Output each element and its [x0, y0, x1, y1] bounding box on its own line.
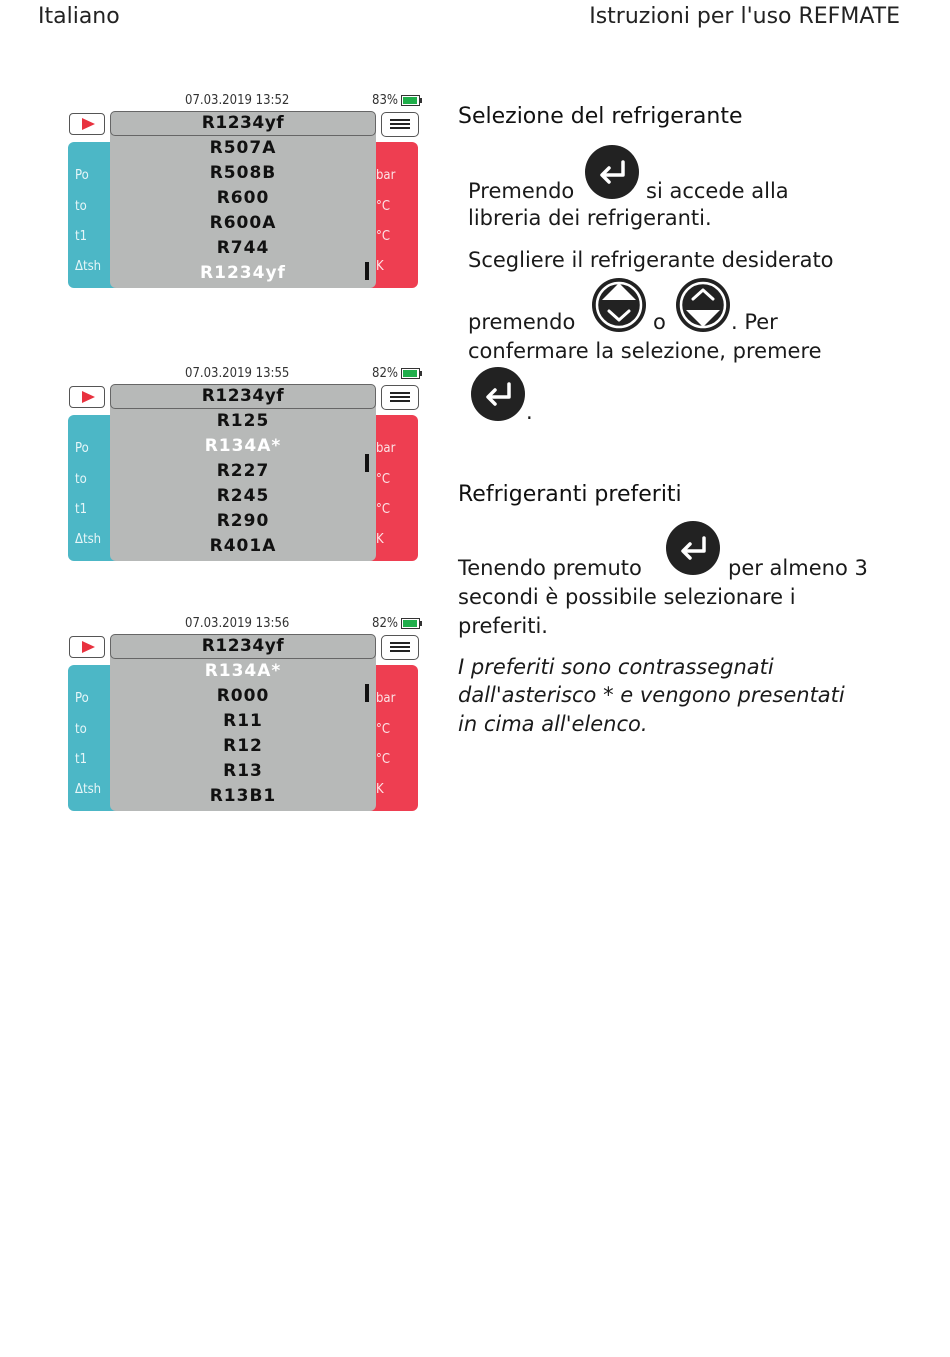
unit-bar: bar	[376, 168, 396, 183]
unit-kelvin: K	[376, 532, 384, 547]
label-t1: t1	[75, 752, 88, 767]
device-screen-2	[68, 365, 420, 561]
menu-icon[interactable]	[381, 385, 419, 410]
scrollbar[interactable]	[365, 262, 369, 280]
measurement-units	[370, 415, 418, 561]
label-to: to	[75, 722, 87, 737]
menu-icon[interactable]	[381, 112, 419, 137]
paragraph-choose: Scegliere il refrigerante desiderato	[468, 248, 834, 272]
label-t1: t1	[75, 229, 88, 244]
current-refrigerant: R1234yf	[110, 634, 376, 659]
battery-level: 82%	[372, 366, 398, 381]
enter-return-icon	[585, 145, 639, 199]
battery-icon	[401, 95, 420, 106]
menu-icon[interactable]	[381, 635, 419, 660]
refrigerant-list[interactable]	[110, 111, 376, 288]
battery-level: 83%	[372, 93, 398, 108]
label-dtsh: Δtsh	[75, 259, 102, 274]
label-dtsh: Δtsh	[75, 782, 102, 797]
list-item[interactable]: R227	[216, 461, 270, 481]
unit-celsius: °C	[376, 752, 391, 767]
unit-kelvin: K	[376, 782, 384, 797]
paragraph-confirm: confermare la selezione, premere	[468, 339, 822, 363]
list-item[interactable]: R290	[216, 511, 270, 531]
measurement-labels	[68, 415, 116, 561]
paragraph-library: libreria dei refrigeranti.	[468, 206, 712, 230]
datetime: 07.03.2019 13:55	[185, 366, 290, 381]
datetime: 07.03.2019 13:52	[185, 93, 290, 108]
list-item[interactable]: R11	[223, 711, 263, 731]
unit-celsius: °C	[376, 199, 391, 214]
datetime: 07.03.2019 13:56	[185, 616, 290, 631]
label-po: Po	[75, 441, 89, 456]
list-item[interactable]: R600	[216, 188, 270, 208]
label-to: to	[75, 472, 87, 487]
list-item[interactable]: R600A	[209, 213, 277, 233]
list-item-selected[interactable]: R134A*	[204, 661, 282, 681]
unit-celsius: °C	[376, 229, 391, 244]
header-manual-title: Istruzioni per l'uso REFMATE	[589, 4, 900, 29]
measurement-units	[370, 665, 418, 811]
current-refrigerant: R1234yf	[110, 111, 376, 136]
enter-return-icon	[666, 521, 720, 575]
section-title-selection: Selezione del refrigerante	[458, 104, 743, 129]
list-item[interactable]: R507A	[209, 138, 277, 158]
list-item-selected[interactable]: R1234yf	[200, 263, 286, 283]
unit-kelvin: K	[376, 259, 384, 274]
play-icon[interactable]	[69, 113, 105, 135]
list-item[interactable]: R508B	[209, 163, 277, 183]
refrigerant-list[interactable]	[110, 634, 376, 811]
scrollbar[interactable]	[365, 454, 369, 472]
list-item[interactable]: R744	[216, 238, 270, 258]
paragraph-or: o	[653, 310, 666, 334]
label-to: to	[75, 199, 87, 214]
paragraph-per: . Per	[731, 310, 778, 334]
paragraph-hold-after: per almeno 3	[728, 556, 868, 580]
unit-bar: bar	[376, 441, 396, 456]
list-item[interactable]: R13B1	[209, 786, 277, 806]
label-t1: t1	[75, 502, 88, 517]
note-line-1: I preferiti sono contrassegnati	[458, 655, 774, 679]
section-title-favorites: Refrigeranti preferiti	[458, 482, 682, 507]
note-line-3: in cima all'elenco.	[458, 712, 648, 736]
measurement-labels	[68, 665, 116, 811]
measurement-labels	[68, 142, 116, 288]
paragraph-press-before: Premendo	[468, 179, 575, 203]
paragraph-favorites: preferiti.	[458, 614, 548, 638]
unit-celsius: °C	[376, 502, 391, 517]
list-item-selected[interactable]: R134A*	[204, 436, 282, 456]
device-screen-3	[68, 615, 420, 811]
paragraph-seconds: secondi è possibile selezionare i	[458, 585, 796, 609]
refrigerant-list[interactable]	[110, 384, 376, 561]
battery-level: 82%	[372, 616, 398, 631]
list-item[interactable]: R125	[216, 411, 270, 431]
nav-down-icon	[592, 278, 646, 332]
list-item[interactable]: R245	[216, 486, 270, 506]
battery-icon	[401, 368, 420, 379]
list-item[interactable]: R12	[223, 736, 263, 756]
list-item[interactable]: R000	[216, 686, 270, 706]
label-po: Po	[75, 168, 89, 183]
enter-return-icon	[471, 367, 525, 421]
note-line-2: dall'asterisco * e vengono presentati	[458, 683, 845, 707]
paragraph-hold-before: Tenendo premuto	[458, 556, 642, 580]
nav-up-icon	[676, 278, 730, 332]
play-icon[interactable]	[69, 636, 105, 658]
unit-celsius: °C	[376, 722, 391, 737]
label-po: Po	[75, 691, 89, 706]
current-refrigerant: R1234yf	[110, 384, 376, 409]
scrollbar[interactable]	[365, 684, 369, 702]
paragraph-press-after: si accede alla	[646, 179, 789, 203]
unit-celsius: °C	[376, 472, 391, 487]
unit-bar: bar	[376, 691, 396, 706]
device-screen-1	[68, 92, 420, 288]
play-icon[interactable]	[69, 386, 105, 408]
battery-icon	[401, 618, 420, 629]
list-item[interactable]: R401A	[209, 536, 277, 556]
label-dtsh: Δtsh	[75, 532, 102, 547]
list-item[interactable]: R13	[223, 761, 263, 781]
measurement-units	[370, 142, 418, 288]
paragraph-end-period: .	[526, 400, 533, 424]
paragraph-press-nav: premendo	[468, 310, 576, 334]
header-language: Italiano	[38, 4, 120, 29]
